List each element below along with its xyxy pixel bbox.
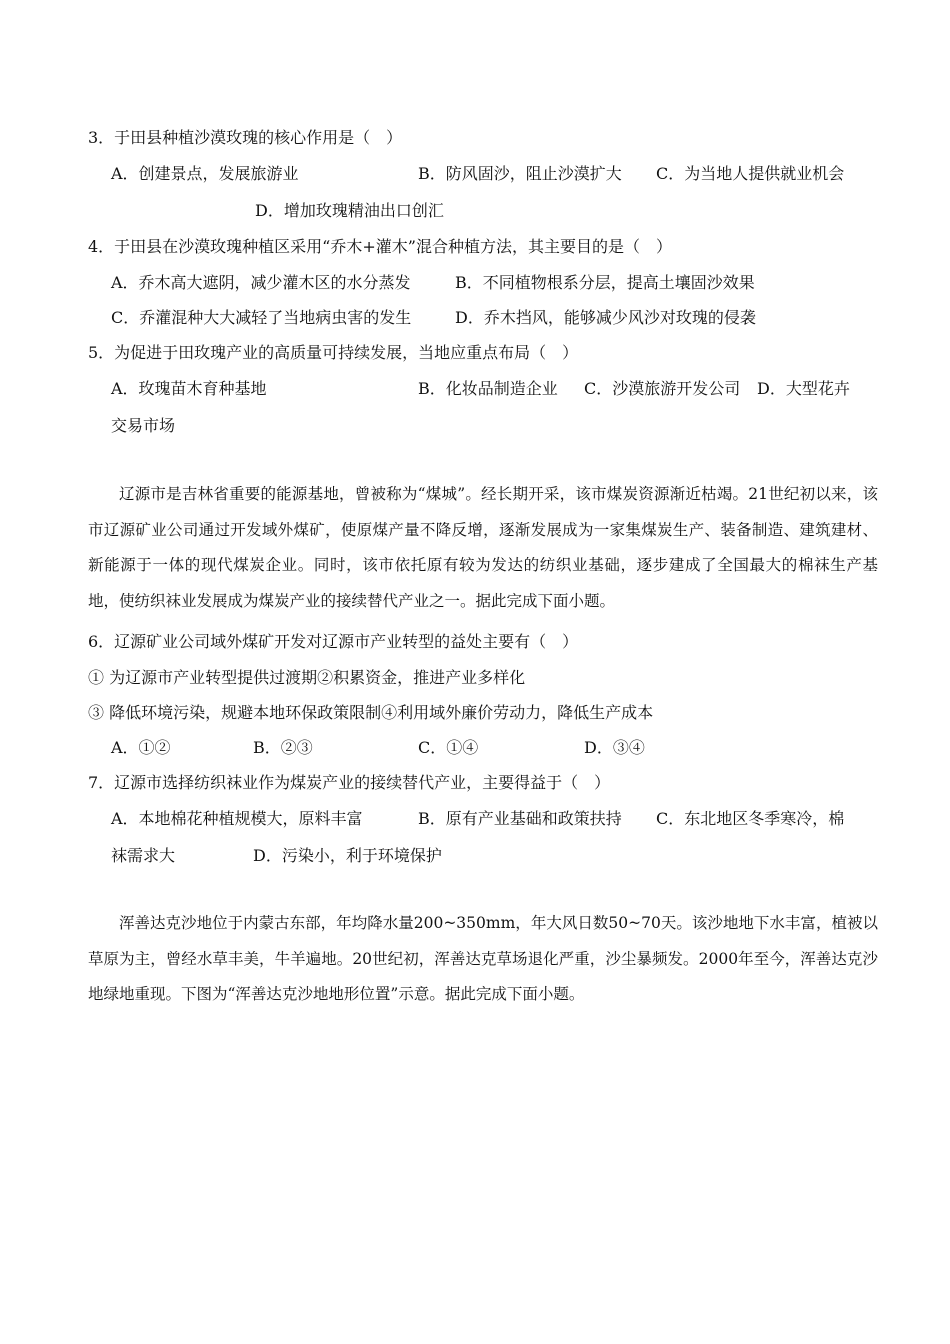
question-5-option-d[interactable]: D．大型花卉 [757,379,850,398]
question-6-statement-2: ③ 降低环境污染，规避本地环保政策限制④利用域外廉价劳动力，降低生产成本 [88,703,654,722]
question-6-statement-1: ① 为辽源市产业转型提供过渡期②积累资金，推进产业多样化 [88,668,526,687]
question-6-option-b[interactable]: B．②③ [253,738,313,757]
question-4-stem: 4．于田县在沙漠玫瑰种植区采用“乔木+灌木”混合种植方法，其主要目的是（ ） [88,237,672,256]
question-5-option-d-continued[interactable]: 交易市场 [111,416,176,435]
question-4-option-d[interactable]: D．乔木挡风，能够减少风沙对玫瑰的侵袭 [455,308,756,327]
question-7-option-a[interactable]: A．本地棉花种植规模大，原料丰富 [111,809,363,828]
question-4-option-c[interactable]: C．乔灌混种大大减轻了当地病虫害的发生 [111,308,412,327]
question-6-option-a[interactable]: A．①② [111,738,171,757]
question-7-option-c-continued[interactable]: 袜需求大 [111,846,176,865]
passage-liaoyuan: 辽源市是吉林省重要的能源基地，曾被称为“煤城”。经长期开采，该市煤炭资源渐近枯竭。21世纪初以来，该市辽源矿业公司通过开发域外煤矿，使原煤产量不降反增，逐渐发展成为一家集煤炭生产、装备制造、建筑建材、新能源于一体的现代煤炭企业。同时，该市依托原有较为发达的纺织业基础，逐步建成了全国最大的棉袜生产基地，使纺织袜业发展成为煤炭产业的接续替代产业之一。据此完成下面小题。 [88,485,878,610]
question-3-option-c[interactable]: C．为当地人提供就业机会 [656,164,845,183]
question-3-stem: 3．于田县种植沙漠玫瑰的核心作用是（ ） [88,128,403,147]
question-7-stem: 7．辽源市选择纺织袜业作为煤炭产业的接续替代产业，主要得益于（ ） [88,773,611,792]
question-7-option-b[interactable]: B．原有产业基础和政策扶持 [418,809,622,828]
question-5-option-b[interactable]: B．化妆品制造企业 [418,379,558,398]
question-4-option-a[interactable]: A．乔木高大遮阴，减少灌木区的水分蒸发 [111,273,411,292]
question-3-option-d[interactable]: D．增加玫瑰精油出口创汇 [255,201,444,220]
question-4-option-b[interactable]: B．不同植物根系分层，提高土壤固沙效果 [455,273,755,292]
question-3-option-a[interactable]: A．创建景点，发展旅游业 [111,164,299,183]
question-5-stem: 5．为促进于田玫瑰产业的高质量可持续发展，当地应重点布局（ ） [88,343,579,362]
question-6-option-c[interactable]: C．①④ [418,738,479,757]
question-3-option-b[interactable]: B．防风固沙，阻止沙漠扩大 [418,164,622,183]
question-7-option-d[interactable]: D．污染小，利于环境保护 [253,846,442,865]
question-6-stem: 6．辽源矿业公司域外煤矿开发对辽源市产业转型的益处主要有（ ） [88,632,579,651]
question-7-option-c[interactable]: C．东北地区冬季寒冷，棉 [656,809,845,828]
question-6-option-d[interactable]: D．③④ [584,738,645,757]
question-5-option-a[interactable]: A．玫瑰苗木育种基地 [111,379,267,398]
question-5-option-c[interactable]: C．沙漠旅游开发公司 [584,379,741,398]
passage-hunshandake: 浑善达克沙地位于内蒙古东部，年均降水量200~350mm，年大风日数50~70天。该沙地地下水丰富，植被以草原为主，曾经水草丰美，牛羊遍地。20世纪初，浑善达克草场退化严重，沙尘暴频发。2000年至今，浑善达克沙地绿地重现。下图为“浑善达克沙地地形位置”示意。据此完成下面小题。 [88,914,878,1003]
